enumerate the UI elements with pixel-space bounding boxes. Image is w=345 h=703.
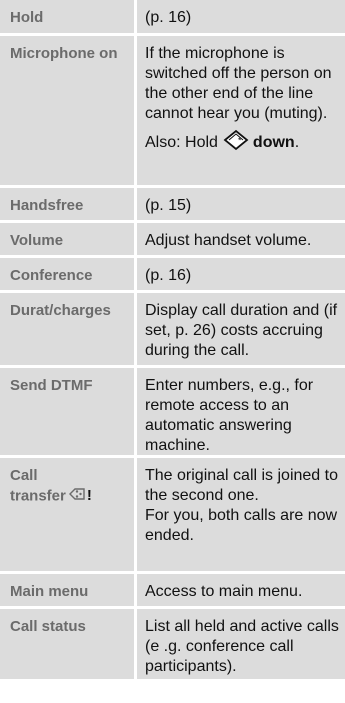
option-description: (p. 15) — [134, 188, 345, 220]
also-prefix: Also: Hold — [145, 134, 218, 152]
option-label: Send DTMF — [10, 377, 93, 394]
option-label-line2: transfer — [10, 487, 66, 505]
option-description: List all held and active calls (e .g. conference call participants). — [134, 609, 345, 679]
option-label: Microphone on — [10, 45, 118, 62]
option-label — [0, 458, 134, 571]
option-description: Display call duration and (if set, p. 26) costs accruing during the call. — [134, 293, 345, 365]
table-row — [0, 223, 345, 258]
svg-text:*: * — [237, 135, 242, 146]
option-label-line1: Call — [10, 467, 38, 484]
also-hint — [145, 128, 339, 158]
table-row — [0, 458, 345, 574]
option-label-mark: ! — [86, 487, 92, 505]
network-operator-icon — [68, 485, 86, 508]
option-label: Durat/charges — [10, 302, 111, 319]
table-row — [0, 36, 345, 188]
option-label: Hold — [10, 9, 44, 26]
table-row — [0, 574, 345, 609]
table-row — [0, 293, 345, 368]
table-row — [0, 368, 345, 458]
option-description — [134, 36, 345, 185]
option-description-text-2: For you, both calls are now ended. — [145, 507, 338, 544]
option-label: Conference — [10, 267, 93, 284]
table-row — [0, 609, 345, 679]
option-label: Main menu — [10, 583, 89, 600]
option-label: Call status — [10, 618, 86, 635]
option-description: Adjust handset volume. — [134, 223, 345, 255]
option-description: Access to main menu. — [134, 574, 345, 606]
option-description: Enter numbers, e.g., for remote access to an automatic answering machine. — [134, 368, 345, 455]
option-description-text: The original call is joined to the second one. — [145, 467, 338, 504]
star-key-icon — [222, 128, 250, 158]
option-label: Handsfree — [10, 197, 84, 214]
table-row — [0, 188, 345, 223]
option-description: (p. 16) — [134, 258, 345, 290]
option-description-text: If the microphone is switched off the person on the other end of the line cannot hear you (muting). — [145, 45, 332, 122]
also-key-word: down — [252, 134, 295, 152]
table-row — [0, 258, 345, 293]
option-label: Volume — [10, 232, 64, 249]
option-description: (p. 16) — [134, 0, 345, 33]
option-description — [134, 458, 345, 571]
table-row — [0, 0, 345, 36]
also-suffix: . — [294, 134, 300, 152]
